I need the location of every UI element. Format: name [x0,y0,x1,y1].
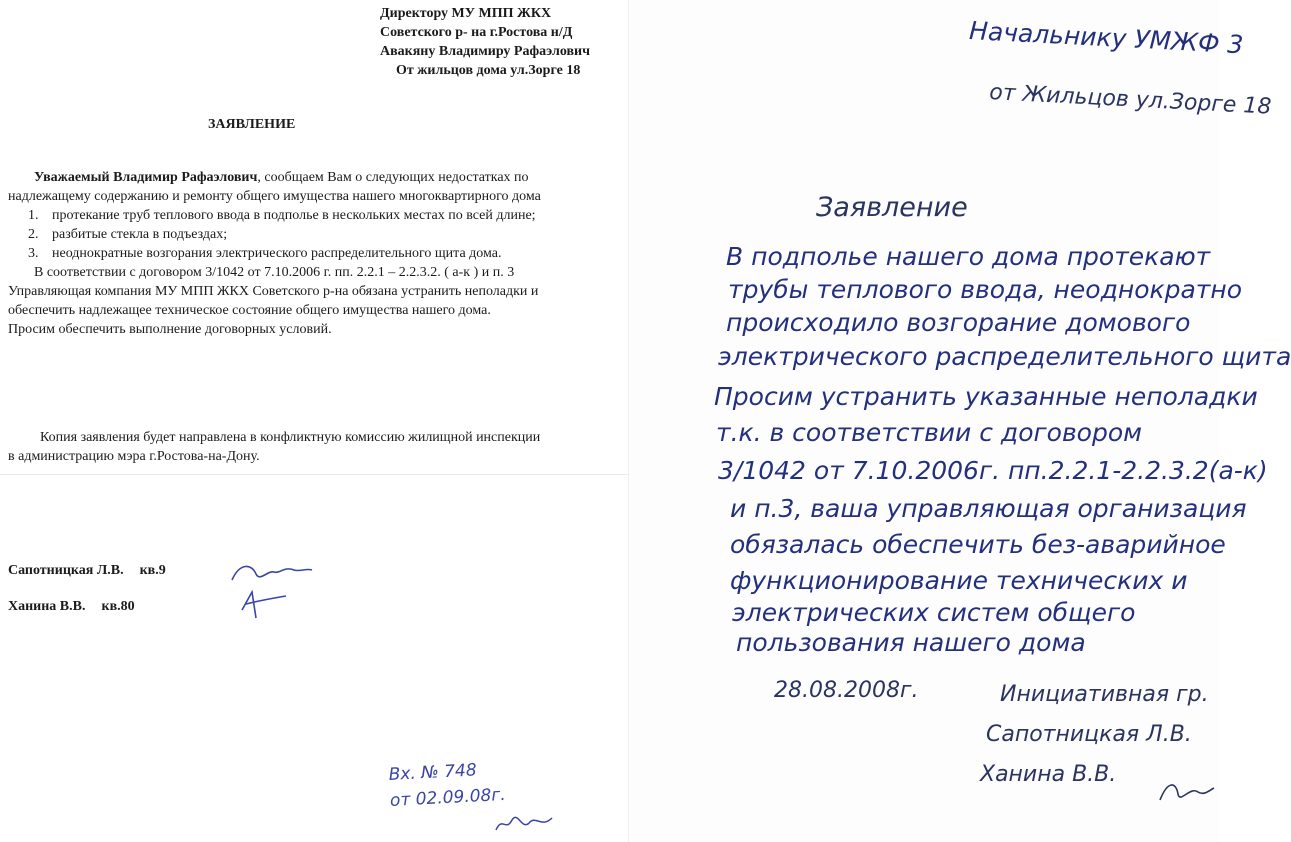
handwritten-signature-mark [1156,770,1216,810]
contract-line: Управляющая компания МУ МПП ЖКХ Советского р-на обязана устранить неполадки и [8,284,539,299]
intro-line [8,168,626,187]
handwritten-line: т.к. в соответствии с договором [716,418,1143,447]
handwritten-addressee: Начальнику УМЖФ 3 [968,16,1245,60]
handwritten-line: происходило возгорание домового [726,308,1191,337]
addressee-line: Директору МУ МПП ЖКХ [380,6,552,21]
typed-letter-page [0,0,628,842]
handwritten-line: 3/1042 от 7.10.2006г. пп.2.2.1-2.2.3.2(а-к) [718,456,1268,485]
addressee-line: Советского р- на г.Ростова н/Д [380,25,573,40]
fold-line [0,474,628,475]
stamp-line: Вх. № 748 [388,760,478,785]
handwritten-line: трубы теплового ввода, неоднократно [728,275,1243,304]
intro-line-2: надлежащему содержанию и ремонту общего имущества нашего многоквартирного дома [8,189,541,204]
signatory-name: Сапотницкая Л.В. [8,563,124,578]
contract-line: Просим обеспечить выполнение договорных условий. [8,322,332,337]
handwritten-line: В подполье нашего дома протекают [726,242,1211,271]
handwritten-line: и п.3, ваша управляющая организация [730,494,1247,523]
addressee-line: От жильцов дома ул.Зорге 18 [396,63,581,78]
handwritten-line: функционирование технических и [730,566,1188,595]
list-item: 2. разбитые стекла в подъездах; [28,227,228,242]
contract-line: обеспечить надлежащее техническое состояние общего имущества нашего дома. [8,303,491,318]
signatory-apartment: кв.9 [139,563,166,578]
handwritten-line: Просим устранить указанные неполадки [714,382,1258,411]
handwritten-signer: Сапотницкая Л.В. [986,722,1192,747]
copy-line: в администрацию мэра г.Ростова-на-Дону. [8,449,260,464]
copy-notice [8,428,628,466]
addressee-line: Авакяну Владимиру Рафаэлович [380,44,590,59]
handwritten-date: 28.08.2008г. [774,678,919,703]
signatory-apartment: кв.80 [101,599,135,614]
defects-list [8,206,626,263]
handwritten-signer: Ханина В.В. [980,762,1117,787]
handwritten-title: Заявление [816,192,968,223]
handwritten-line: электрического распределительного щита [718,342,1291,371]
stamp-line: от 02.09.08г. [389,784,507,811]
document-title: ЗАЯВЛЕНИЕ [208,117,296,132]
letter-body [8,168,626,339]
salutation: Уважаемый Владимир Рафаэлович [34,170,258,185]
signatory-2 [8,599,135,615]
contract-line: В соответствии с договором 3/1042 от 7.10.2006 г. пп. 2.2.1 – 2.2.3.2. ( а-к ) и п. 3 [34,265,515,280]
copy-line: Копия заявления будет направлена в конфликтную комиссию жилищной инспекции [40,430,541,445]
handwritten-line: обязалась обеспечить без-аварийное [730,530,1226,559]
handwritten-line: пользования нашего дома [736,628,1086,657]
handwritten-line: электрических систем общего [732,598,1136,627]
addressee-block [380,4,630,80]
incoming-stamp-bottom [388,756,506,814]
stamp-initials [492,808,562,838]
initiative-group-label: Инициативная гр. [1000,682,1209,707]
list-item: 3. неоднократные возгорания электрического распределительного щита дома. [28,246,502,261]
list-item: 1. протекание труб теплового ввода в подполье в нескольких местах по всей длине; [28,208,536,223]
signatory-1 [8,563,166,579]
intro-text: , сообщаем Вам о следующих недостатках по [257,170,529,185]
handwritten-signatures [222,552,322,632]
signatory-name: Ханина В.В. [8,599,86,614]
handwritten-sender: от Жильцов ул.Зорге 18 [988,80,1272,120]
